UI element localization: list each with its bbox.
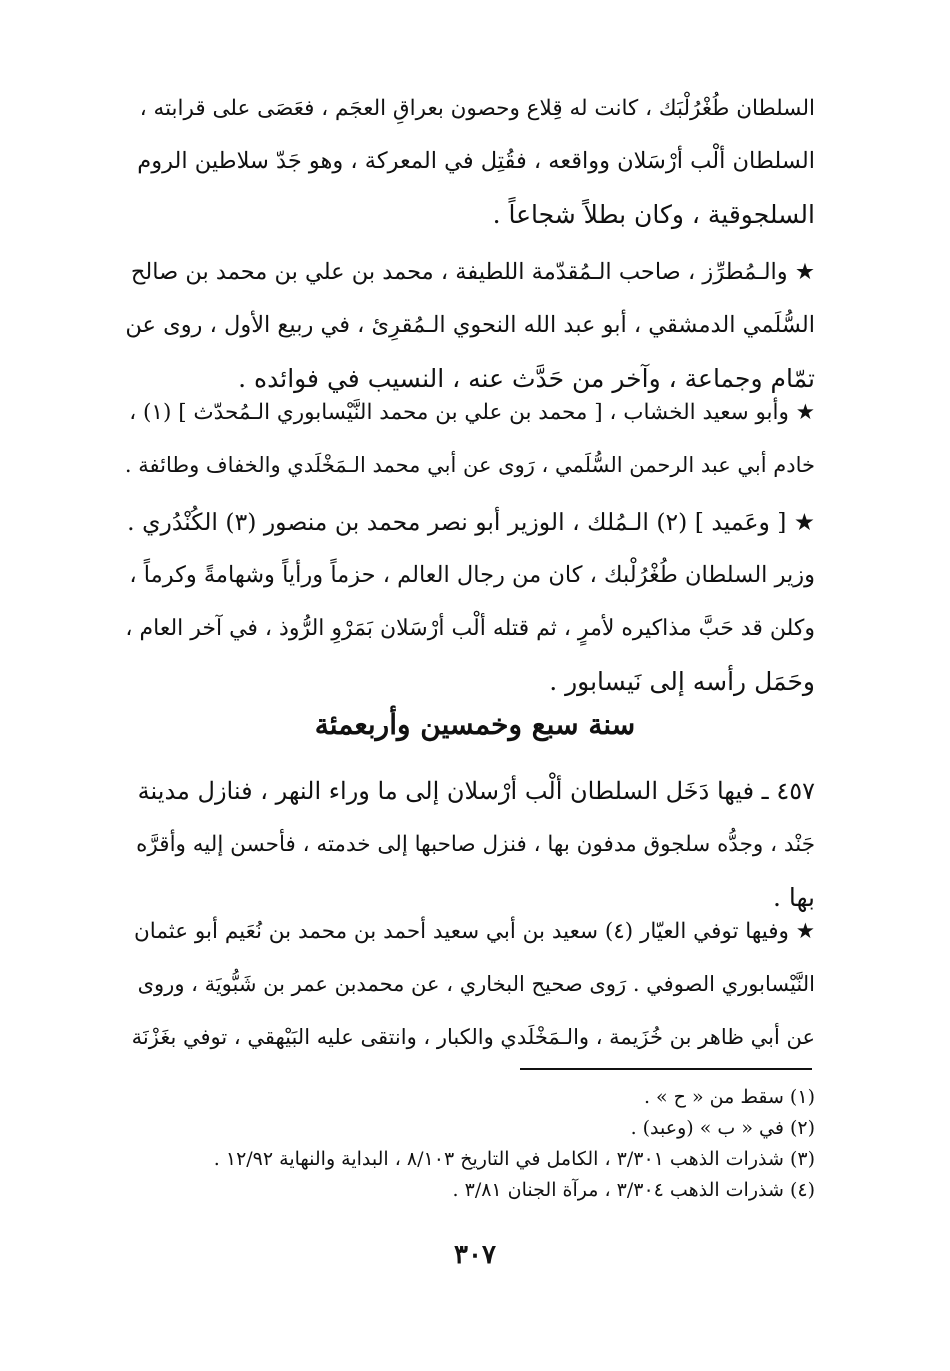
text-line: السلطان ألْب أرْسَلان وواقعه ، فقُتِل في المعركة ، وهو جَدّ سلاطين الروم [137, 148, 815, 174]
footnote-3: (٣) شذرات الذهب ٣/٣٠١ ، الكامل في التاريخ ٨/١٠٣ ، البداية والنهاية ١٢/٩٢ . [213, 1148, 815, 1170]
paragraph-year-457 [125, 765, 815, 924]
paragraph-amid-al-mulk [125, 496, 815, 708]
section-heading: سنة سبع وخمسين وأربعمئة [314, 708, 636, 741]
text-line: السلجوقية ، وكان بطلاً شجاعاً . [492, 200, 815, 229]
text-line: وكلن قد حَبَّ مذاكيره لأمرٍ ، ثم قتله ألْب أرْسَلان بَمَرْوِ الرُّوذ ، في آخر العام ، [125, 616, 815, 641]
footnote-4: (٤) شذرات الذهب ٣/٣٠٤ ، مرآة الجنان ٣/٨١ . [452, 1179, 815, 1201]
text-line: بها . [773, 883, 815, 912]
text-line: ★ والـمُطرِّز ، صاحب الـمُقدّمة اللطيفة ، محمد بن علي بن محمد بن صالح [130, 259, 815, 285]
text-line: النَّيْسابوري الصوفي . رَوى صحيح البخاري ، عن محمدبن عمر بن شَبُّويَة ، وروى [137, 972, 815, 996]
text-line: السُّلَمي الدمشقي ، أبو عبد الله النحوي الـمُقرِئ ، في ربيع الأول ، روى عن [125, 312, 815, 338]
text-line: وحَمَل رأسه إلى نَيسابور . [549, 667, 815, 696]
text-line: خادم أبي عبد الرحمن السُّلَمي ، رَوى عن أبي محمد الـمَخْلَدي والخفاف وطائفة . [125, 453, 815, 477]
footnote-divider [520, 1068, 812, 1070]
footnote-1: (١) سقط من « ح » . [643, 1086, 815, 1108]
paragraph-abu-said-khashab [125, 386, 815, 492]
text-line: ٤٥٧ ـ فيها دَخَل السلطان ألْب أرْسلان إلى ما وراء النهر ، فنازل مدينة [137, 777, 815, 805]
text-line: وزير السلطان طُغْرُلْبك ، كان من رجال العالم ، حزماً ورأياً وشهامةً وكرماً ، [129, 562, 815, 588]
text-line: ★ [ وعَميد ] (٢) الـمُلك ، الوزير أبو نصر محمد بن منصور (٣) الكُنْدُري . [127, 508, 815, 536]
text-line: السلطان طُغْرُلْبَك ، كانت له قِلاع وحصون بعراقِ العجَم ، فعَصَى على قرابته ، [139, 96, 815, 121]
paragraph-mutarriz [125, 246, 815, 405]
text-line: جَنْد ، وجدُّه سلجوق مدفون بها ، فنزل صاحبها إلى خدمته ، فأحسن إليه وأقرَّه [136, 832, 815, 857]
text-line: ★ وأبو سعيد الخشاب ، [ محمد بن علي بن محمد النَّيْسابوري الـمُحدّث ] (١) ، [129, 400, 815, 425]
text-line: تمّام وجماعة ، وآخر من حَدَّث عنه ، النسيب في فوائده . [238, 364, 815, 393]
paragraph-ayyar [125, 905, 815, 1064]
text-line: عن أبي ظاهر بن خُزَيمة ، والـمَخْلَدي والكبار ، وانتقى عليه البَيْهقي ، توفي بغَزْنَة [131, 1025, 815, 1049]
footnote-2: (٢) في « ب » (وعبد) . [630, 1117, 815, 1139]
footnotes [125, 1082, 815, 1206]
page-number: ٣٠٧ [454, 1240, 496, 1270]
text-line: ★ وفيها توفي العيّار (٤) سعيد بن أبي سعيد أحمد بن محمد بن نُعَيم أبو عثمان [134, 919, 815, 944]
paragraph-seljuk-sultan [125, 82, 815, 241]
